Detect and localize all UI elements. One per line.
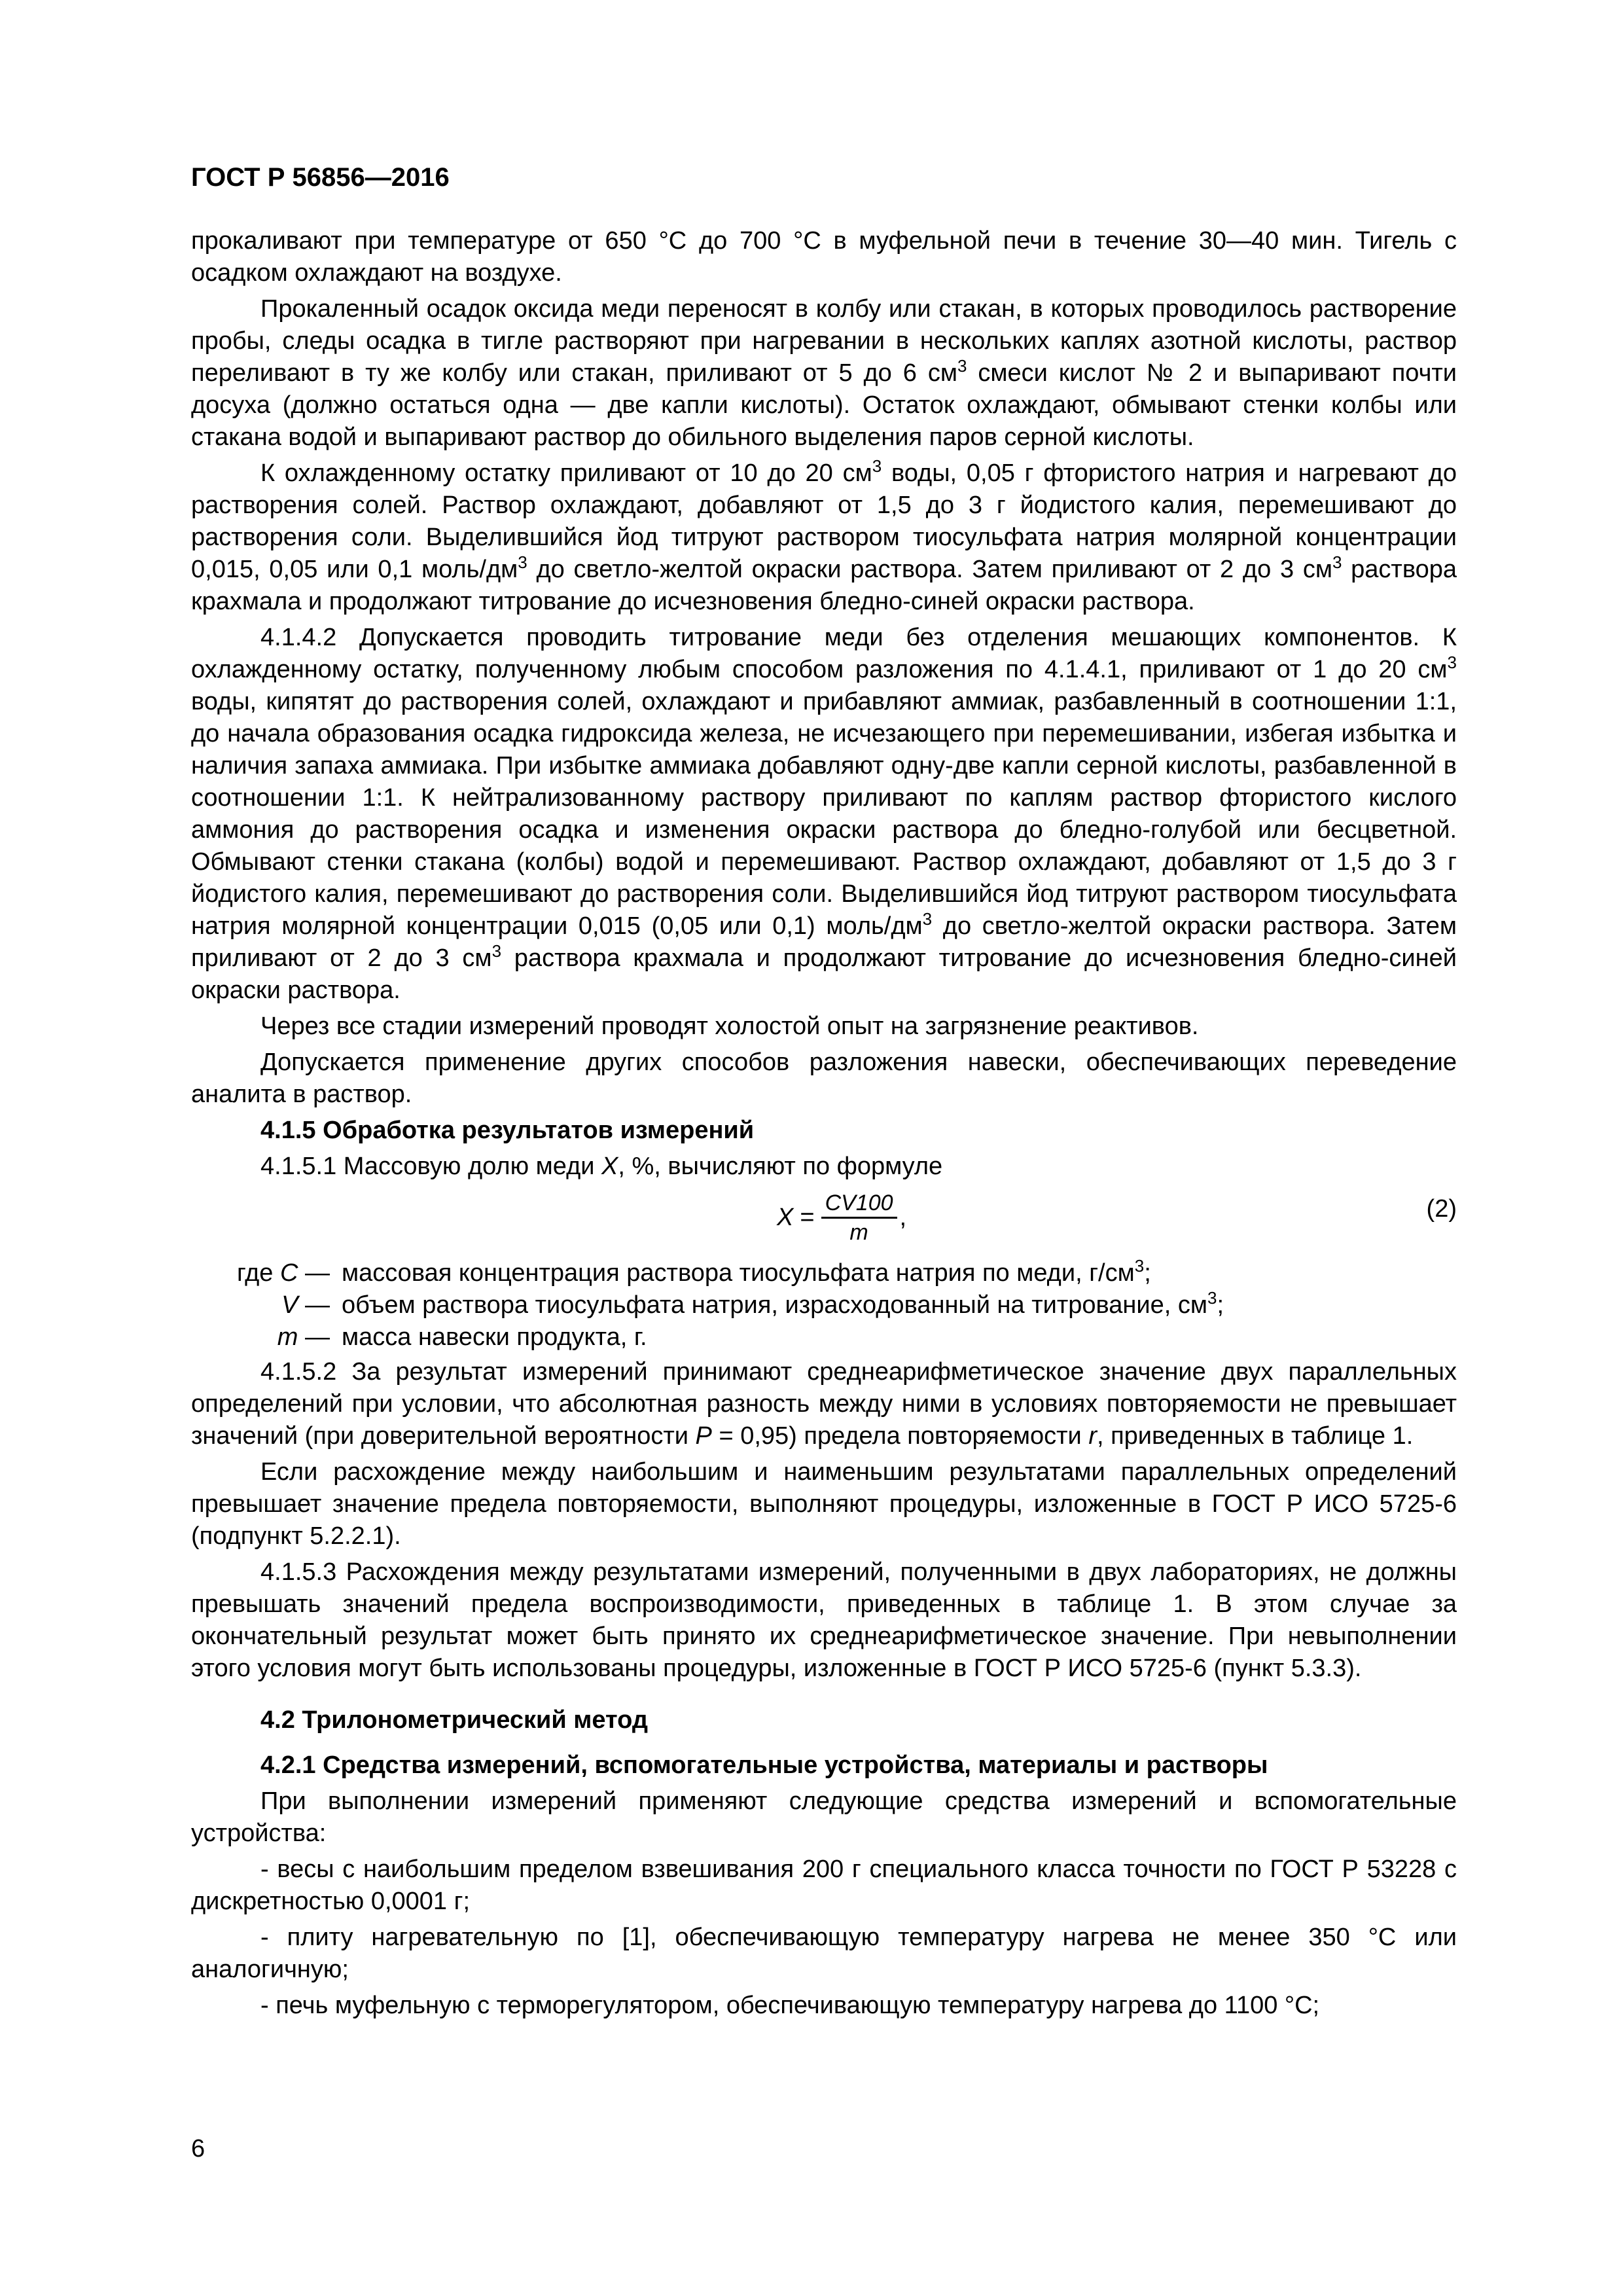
page-number: 6	[191, 2135, 205, 2162]
formula-comma: ,	[899, 1204, 907, 1231]
paragraph: Через все стадии измерений проводят холостой опыт на загрязнение реактивов.	[260, 1013, 1199, 1040]
paragraph: Если расхождение между наибольшим и наименьшим результатами параллельных определений превышает значение предела повторяемости, выполняют процедуры, изложенные в ГОСТ Р ИСО 5725-6 (подпункт 5.2.2.1).	[191, 1458, 1457, 1550]
section-heading: 4.2.1 Средства измерений, вспомогательные устройства, материалы и растворы	[260, 1751, 1268, 1779]
section-heading: 4.1.5 Обработка результатов измерений	[260, 1117, 755, 1144]
legend-row: V — объем раствора тиосульфата натрия, израсходованный на титрование, $см^3$;	[281, 1288, 1224, 1319]
list-item: - печь муфельную с терморегулятором, обеспечивающую температуру нагрева до 1100 °С;	[260, 1992, 1320, 2019]
formula-lhs: X	[777, 1204, 794, 1231]
formula-equals: =	[800, 1204, 815, 1231]
document-body	[191, 225, 1457, 2026]
legend-row: где C — массовая концентрация раствора тиосульфата натрия по меди, $г/см^3$;	[236, 1256, 1151, 1287]
paragraph: 4.1.5.2 За результат измерений принимают среднеарифметическое значение двух параллельных определений при условии, что абсолютная разность между ними в условиях повторяемости не превышает значений (при доверительной вероятности P = 0,95) предела повторяемости r, приведенных в таблице 1.	[191, 1358, 1457, 1450]
formula-fraction	[821, 1189, 897, 1246]
list-item: - плиту нагревательную по [1], обеспечивающую температуру нагрева не менее 350 °С или аналогичную;	[191, 1924, 1457, 1983]
paragraph: К охлажденному остатку приливают от 10 до 20 $см^3$ воды, 0,05 г фтористого натрия и нагревают до растворения солей. Раствор охлаждают, добавляют от 1,5 до 3 г йодистого калия, перемешивают до растворения соли. Выделившийся йод титруют раствором тиосульфата натрия молярной концентрации 0,015, 0,05 или 0,1 моль/$дм^3$ до светло-желтой окраски раствора. Затем приливают от 2 до 3 $см^3$ раствора крахмала и продолжают титрование до исчезновения бледно-синей окраски раствора.	[191, 456, 1457, 615]
legend-row: m — масса навески продукта, г.	[277, 1323, 647, 1351]
paragraph: 4.1.5.1 Массовую долю меди X, %, вычисляют по формуле	[260, 1153, 943, 1180]
formula-numerator: CV100	[821, 1189, 897, 1219]
section-heading: 4.2 Трилонометрический метод	[260, 1706, 648, 1734]
paragraph: Допускается применение других способов разложения навески, обеспечивающих переведение аналита в раствор.	[191, 1049, 1457, 1108]
paragraph: 4.1.5.3 Расхождения между результатами измерений, полученными в двух лабораториях, не должны превышать значений предела воспроизводимости, приведенных в таблице 1. В этом случае за окончательный результат может быть принято их среднеарифметическое значение. При невыполнении этого условия могут быть использованы процедуры, изложенные в ГОСТ Р ИСО 5725-6 (пункт 5.3.3).	[191, 1558, 1457, 1682]
list-item: - весы с наибольшим пределом взвешивания 200 г специального класса точности по ГОСТ Р 53228 с дискретностью 0,0001 г;	[191, 1856, 1457, 1915]
formula-number: (2)	[1426, 1195, 1457, 1223]
document-header: ГОСТ Р 56856—2016	[191, 163, 450, 192]
formula-legend	[191, 1257, 1457, 1354]
paragraph: При выполнении измерений применяют следующие средства измерений и вспомогательные устройства:	[191, 1787, 1457, 1847]
formula-denominator: m	[849, 1220, 868, 1245]
paragraph: прокаливают при температуре от 650 °С до 700 °С в муфельной печи в течение 30—40 мин. Тигель с осадком охлаждают на воздухе.	[191, 227, 1457, 287]
formula	[191, 1187, 1457, 1252]
paragraph: 4.1.4.2 Допускается проводить титрование меди без отделения мешающих компонентов. К охлажденному остатку, полученному любым способом разложения по 4.1.4.1, приливают от 1 до 20 $см^3$ воды, кипятят до растворения солей, охлаждают и прибавляют аммиак, разбавленный в соотношении 1:1, до начала образования осадка гидроксида железа, не исчезающего при перемешивании, избегая избытка и наличия запаха аммиака. При избытке аммиака добавляют одну-две капли серной кислоты, разбавленной в соотношении 1:1. К нейтрализованному раствору приливают по каплям раствор фтористого кислого аммония до растворения осадка и изменения окраски раствора до бледно-голубой или бесцветной. Обмывают стенки стакана (колбы) водой и перемешивают. Раствор охлаждают, добавляют от 1,5 до 3 г йодистого калия, перемешивают до растворения соли. Выделившийся йод титруют раствором тиосульфата натрия молярной концентрации 0,015 (0,05 или 0,1) моль/$дм^3$ до светло-желтой окраски раствора. Затем приливают от 2 до 3 $см^3$ раствора крахмала и продолжают титрование до исчезновения бледно-синей окраски раствора.	[191, 624, 1457, 1004]
paragraph: Прокаленный осадок оксида меди переносят в колбу или стакан, в которых проводилось растворение пробы, следы осадка в тигле растворяют при нагревании в нескольких каплях азотной кислоты, раствор переливают в ту же колбу или стакан, приливают от 5 до 6 $см^3$ смеси кислот № 2 и выпаривают почти досуха (должно остаться одна — две капли кислоты). Остаток охлаждают, обмывают стенки колбы или стакана водой и выпаривают раствор до обильного выделения паров серной кислоты.	[191, 295, 1457, 451]
